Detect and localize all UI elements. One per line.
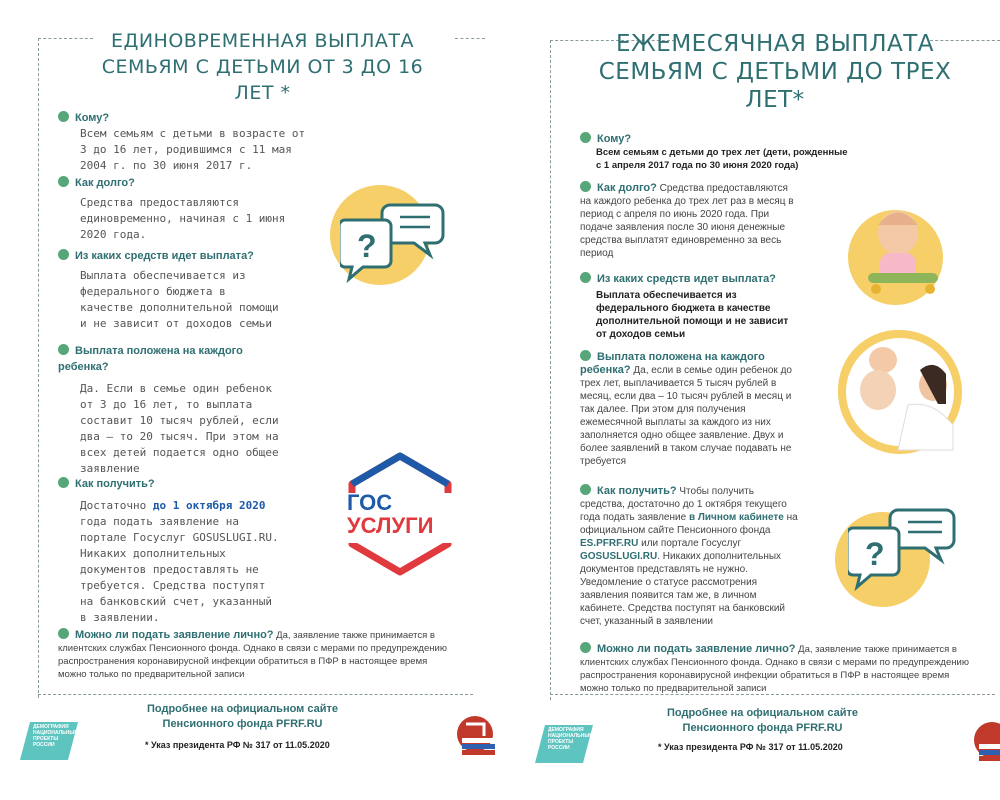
right-footer-link-text: Подробнее на официальном сайте Пенсионного фонда PFRF.RU xyxy=(667,707,858,734)
question-label: Как долго? xyxy=(597,182,657,194)
right-title: ЕЖЕМЕСЯЧНАЯ ВЫПЛАТА СЕМЬЯМ С ДЕТЬМИ ДО ТРЕХ ЛЕТ* xyxy=(598,31,952,113)
right-leaflet xyxy=(510,0,1000,800)
answer-text-mid2: или портале Госуслуг xyxy=(638,538,742,549)
right-section-source xyxy=(580,272,795,341)
answer-text: Всем семьям с детьми в возрасте от 3 до 16 лет, родившимся с 11 мая 2004 г. по 30 июня 2017 г. xyxy=(80,127,306,172)
left-leaflet xyxy=(0,0,495,800)
right-section-each-child xyxy=(580,350,800,468)
question-label: Как долго? xyxy=(75,177,135,189)
left-footer-link-text: Подробнее на официальном сайте Пенсионного фонда PFRF.RU xyxy=(147,703,338,730)
left-section-source xyxy=(58,248,283,332)
gosuslugi-highlight: GOSUSLUGI.RU xyxy=(580,551,658,562)
pfr-logo xyxy=(455,712,495,762)
svg-text:?: ? xyxy=(865,536,885,572)
bullet-dot-icon xyxy=(58,628,69,639)
bullet-dot-icon xyxy=(580,484,591,495)
question-label: Как получить? xyxy=(75,478,155,490)
answer-text: Средства предоставляются на каждого ребенка до трех лет раз в месяц в период с апреля по июнь 2020 года. При подаче заявления после 30 июня денежные средства выплатят единовременно за весь период xyxy=(580,183,794,259)
svg-text:?: ? xyxy=(357,228,377,264)
national-projects-logo-text: ДЕМОГРАФИЯ НАЦИОНАЛЬНЫЕ ПРОЕКТЫ РОССИИ xyxy=(548,727,593,751)
right-bottom-dash xyxy=(550,694,995,695)
question-label: Можно ли подать заявление лично? xyxy=(75,629,274,641)
left-decree-note: * Указ президента РФ № 317 от 11.05.2020 xyxy=(145,740,330,750)
answer-text: Да, заявление также принимается в клиентских службах Пенсионного фонда. Однако в связи с мерами по предупреждению распространения коронавирусной инфекции обратиться в ПФР в настоящее время можно только по предварительной записи xyxy=(58,630,447,680)
right-decree-note: * Указ президента РФ № 317 от 11.05.2020 xyxy=(658,742,843,752)
chat-question-icon xyxy=(848,500,960,610)
question-label: Из каких средств идет выплата? xyxy=(75,250,254,262)
answer-text-mid: на официальном сайте Пенсионного фонда xyxy=(580,512,798,536)
answer-text-post: года подать заявление на портале Госуслуг GOSUSLUGI.RU. Никаких дополнительных документов предоставлять не требуется. Средства поступят на банковский счет, указанный в заявлении. xyxy=(80,515,279,624)
es-pfrf-highlight: ES.PFRF.RU xyxy=(580,538,639,549)
question-label: Выплата положена на каждого ребенка? xyxy=(580,351,765,376)
left-section-in-person xyxy=(58,628,458,681)
mother-with-baby-image xyxy=(838,330,963,455)
personal-cabinet-highlight: в Личном кабинете xyxy=(688,512,784,523)
left-bottom-dash xyxy=(38,694,473,695)
bullet-dot-icon xyxy=(580,642,591,653)
left-top-dash-b xyxy=(455,38,485,39)
answer-text: Всем семьям с детьми до трех лет (дети, рожденные с 1 апреля 2017 года по 30 июня 2020 года) xyxy=(596,147,848,171)
question-label: Можно ли подать заявление лично? xyxy=(597,643,796,655)
gosuslugi-logo-text-2: УСЛУГИ xyxy=(347,513,434,538)
right-section-howlong xyxy=(580,181,795,260)
right-left-dash xyxy=(550,40,551,700)
right-section-how-get xyxy=(580,484,800,628)
chat-question-icon xyxy=(340,185,450,290)
answer-text: Средства предоставляются единовременно, начиная с 1 июня 2020 года. xyxy=(80,196,286,241)
answer-text-pre: Достаточно xyxy=(80,499,153,512)
left-section-howlong xyxy=(58,175,313,243)
left-top-dash-a xyxy=(38,38,93,39)
pfr-logo xyxy=(972,718,1000,768)
answer-text xyxy=(58,492,283,626)
question-label: Кому? xyxy=(597,133,632,145)
answer-text-pre: Чтобы получить средства, достаточно до 1 октября текущего года подать заявление xyxy=(580,486,787,523)
right-section-in-person xyxy=(580,642,980,695)
bullet-dot-icon xyxy=(58,344,69,355)
answer-text: Да, заявление также принимается в клиентских службах Пенсионного фонда. Однако в связи с мерами по предупреждению распространения коронавирусной инфекции обратиться в ПФР в настоящее время можно только по предварительной записи xyxy=(580,644,969,694)
left-section-who xyxy=(58,110,313,174)
answer-text: Да, если в семье один ребенок до трех лет, выплачивается 5 тысяч рублей в месяц, если два – 10 тысяч рублей в месяц и так далее. При этом для получения ежемесячной выплаты за каждого из них заполняется одно общее заявление. Двух и более заявлений в таком случае подавать не требуется xyxy=(580,365,792,467)
question-label: Как получить? xyxy=(597,485,677,497)
answer-text: Выплата обеспечивается из федерального бюджета в качестве дополнительной помощи и не зависит от доходов семьи xyxy=(596,290,789,340)
baby-on-skateboard-image xyxy=(850,195,950,305)
left-section-how-get xyxy=(58,476,283,626)
question-label: Выплата положена на каждого ребенка? xyxy=(58,345,243,373)
right-section-who xyxy=(580,132,850,172)
bullet-dot-icon xyxy=(58,477,69,488)
bullet-dot-icon xyxy=(580,350,591,361)
bullet-dot-icon xyxy=(58,249,69,260)
bullet-dot-icon xyxy=(580,181,591,192)
bullet-dot-icon xyxy=(58,111,69,122)
bullet-dot-icon xyxy=(580,132,591,143)
question-label: Кому? xyxy=(75,112,110,124)
bullet-dot-icon xyxy=(58,176,69,187)
question-label: Из каких средств идет выплата? xyxy=(597,273,776,285)
left-section-each-child xyxy=(58,343,283,477)
answer-text: Да. Если в семье один ребенок от 3 до 16 лет, то выплата составит 10 тысяч рублей, если два – то 20 тысяч. При этом на всех детей подается одно общее заявление xyxy=(80,382,279,475)
answer-text-post: . Никаких дополнительных документов представлять не нужно. Уведомление о статусе рассмотрения заявления появится там же, в личном кабинете. Средства поступят на банковский счет, указанный в заявлении xyxy=(580,551,785,627)
bullet-dot-icon xyxy=(580,272,591,283)
deadline-highlight: до 1 октября 2020 xyxy=(152,499,266,512)
national-projects-logo-text: ДЕМОГРАФИЯ НАЦИОНАЛЬНЫЕ ПРОЕКТЫ РОССИИ xyxy=(33,724,78,748)
gosuslugi-logo-text-1: ГОС xyxy=(347,490,393,515)
left-title: ЕДИНОВРЕМЕННАЯ ВЫПЛАТА СЕМЬЯМ С ДЕТЬМИ ОТ 3 ДО 16 ЛЕТ * xyxy=(101,30,424,104)
answer-text: Выплата обеспечивается из федерального бюджета в качестве дополнительной помощи и не зависит от доходов семьи xyxy=(80,269,279,330)
